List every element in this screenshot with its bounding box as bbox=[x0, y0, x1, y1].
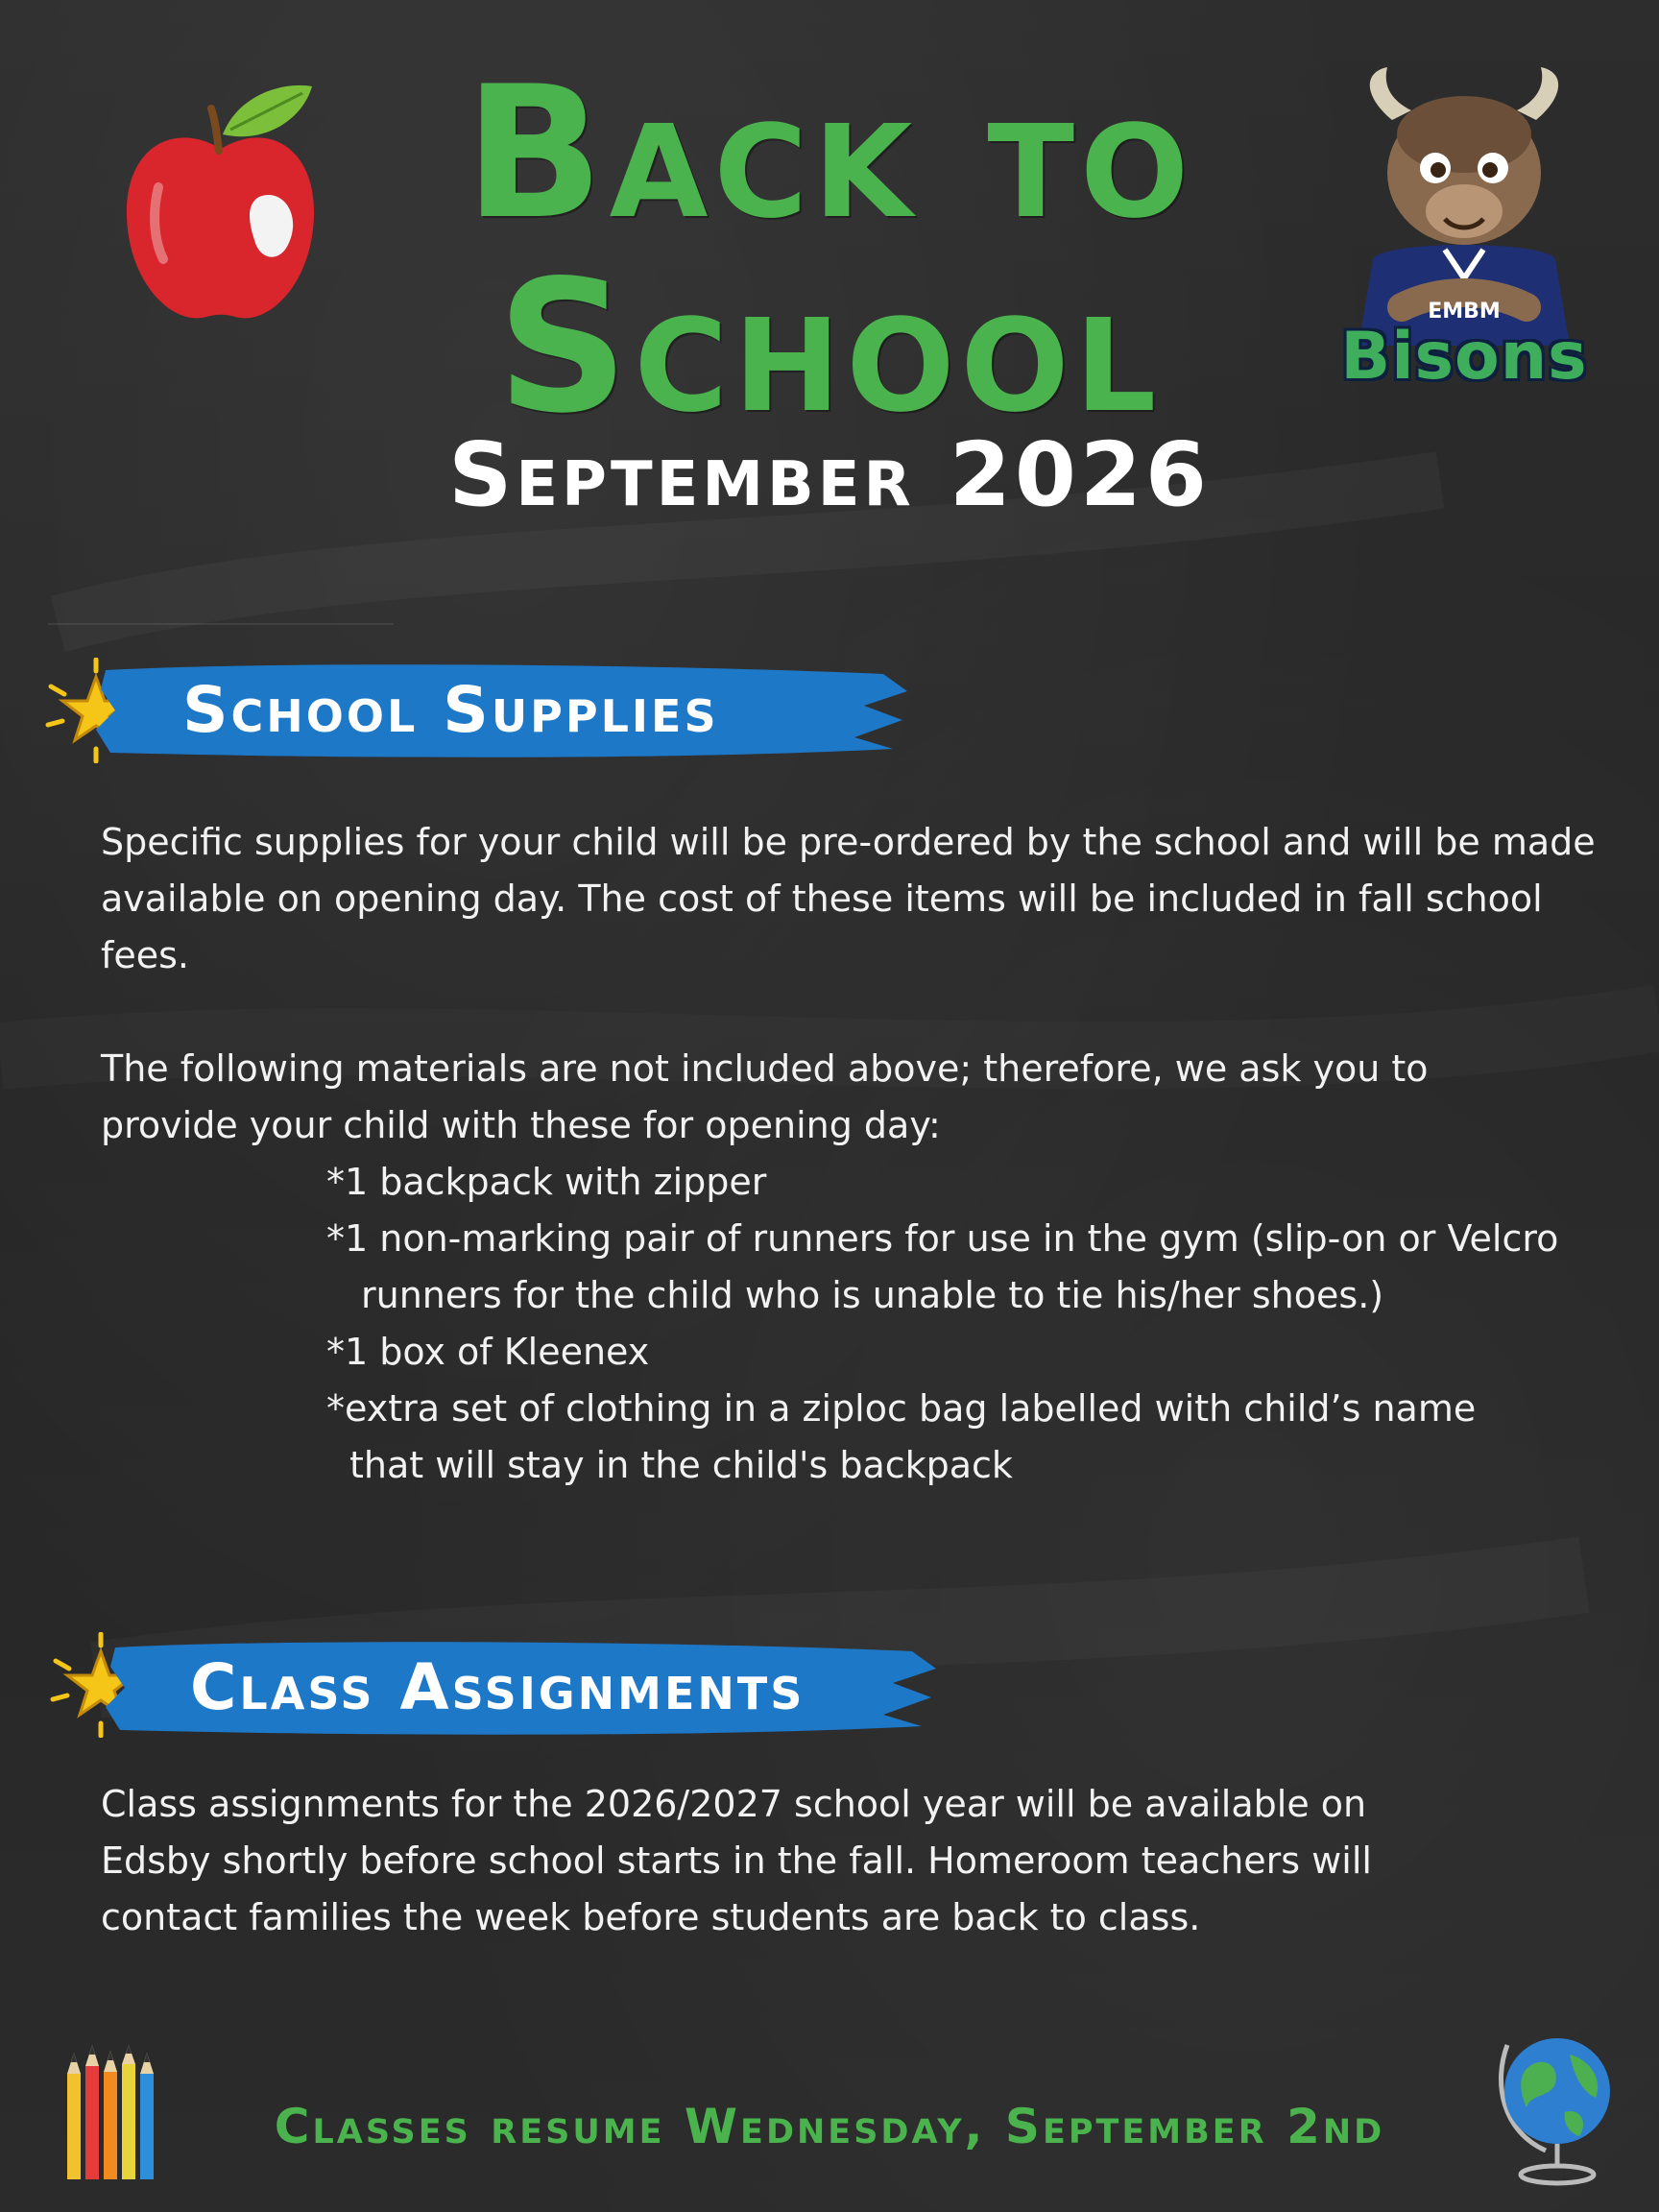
mascot-small-label: EMBM bbox=[1428, 300, 1501, 324]
list-item bbox=[326, 1381, 1632, 1494]
list-item-line: *1 non-marking pair of runners for use in the gym (slip-on or Velcro bbox=[326, 1217, 1559, 1260]
list-item-line: *extra set of clothing in a ziploc bag labelled with child’s name bbox=[326, 1387, 1477, 1430]
classes-text bbox=[101, 1776, 1483, 1946]
title-line-1: Back to bbox=[464, 47, 1195, 259]
supplies-text bbox=[101, 814, 1618, 1154]
date-month: September bbox=[448, 423, 915, 526]
list-item-line: *1 box of Kleenex bbox=[326, 1331, 650, 1373]
list-item bbox=[326, 1154, 1632, 1211]
list-item bbox=[326, 1211, 1632, 1324]
school-supplies-heading: School Supplies bbox=[182, 672, 719, 747]
class-assignments-banner bbox=[106, 1630, 941, 1743]
supplies-paragraph-1: Specific supplies for your child will be pre-ordered by the school and will be made available on opening day. The cost of these items will be included in fall school fees. bbox=[101, 821, 1596, 976]
title-line-2: School bbox=[496, 241, 1163, 453]
list-item-continuation: runners for the child who is unable to tie his/her shoes.) bbox=[361, 1274, 1384, 1316]
date-year: 2026 bbox=[949, 423, 1211, 526]
supplies-paragraph-2: The following materials are not included above; therefore, we ask you to provide your child with these for opening day: bbox=[101, 1047, 1429, 1146]
globe-icon bbox=[1488, 2016, 1623, 2189]
list-item-line: *1 backpack with zipper bbox=[326, 1161, 767, 1203]
classes-paragraph: Class assignments for the 2026/2027 school year will be available on Edsby shortly before school starts in the fall. Homeroom teachers will contact families the week before students are back to class. bbox=[101, 1783, 1372, 1938]
date-heading bbox=[0, 423, 1659, 526]
list-item-continuation: that will stay in the child's backpack bbox=[349, 1444, 1013, 1486]
class-assignments-heading: Class Assignments bbox=[190, 1649, 805, 1724]
mascot-wordmark: Bisons bbox=[1340, 319, 1588, 395]
school-supplies-banner bbox=[96, 653, 912, 766]
footer-text: Classes resume Wednesday, September 2nd bbox=[274, 2099, 1385, 2154]
supplies-list bbox=[326, 1154, 1632, 1494]
list-item bbox=[326, 1324, 1632, 1381]
